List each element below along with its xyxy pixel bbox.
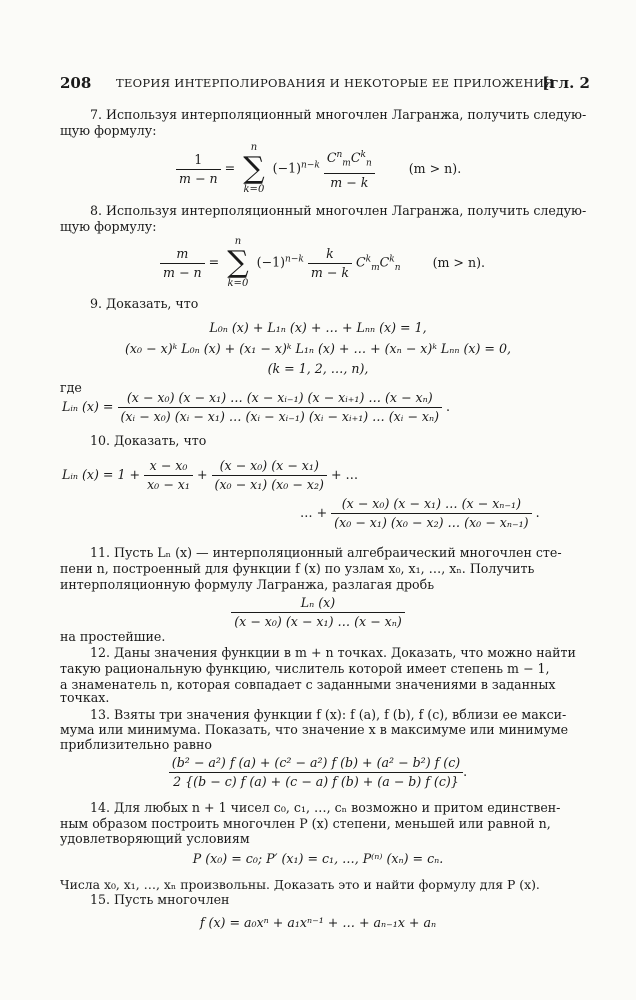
p10-line1: 10. Доказать, что [90, 433, 207, 448]
p10-continuation: + … [330, 467, 359, 482]
p10-lead: … + [300, 505, 328, 520]
p9-lagrange-basis: Lᵢₙ (x) = $\frac{\text{(x − x₀) (x − x₁) … (x − xᵢ₋₁) (x − xᵢ₊₁) … (x − xₙ)}}{\text{(xᵢ − x₀) (xᵢ − x₁) … (xᵢ − xᵢ₋₁) (xᵢ − xᵢ₊₁) … (xᵢ − xₙ)}}$ . [62, 390, 451, 424]
p14-line1: 14. Для любых n + 1 чисел c₀, c₁, …, cₙ возможно и притом единствен- [90, 800, 561, 815]
p10-fraction1: $\frac{\text{x − x₀}}{\text{x₀ − x₁}}$ [144, 458, 193, 493]
p10-fraction2: $\frac{\text{(x − x₀) (x − x₁)}}{\text{(x₀ − x₁) (x₀ − x₂)}}$ [212, 458, 327, 493]
p11-line1: 11. Пусть Lₙ (x) — интерполяционный алгебраический многочлен сте- [90, 545, 562, 560]
p7-sum-sign: n ∑ k=0 [243, 142, 265, 195]
p12-line1: 12. Даны значения функции в m + n точках. Доказать, что можно найти [90, 645, 576, 660]
p13-fraction: $\frac{\text{(b² − a²) f (a) + (c² − a²) f (b) + (a² − b²) f (c)}}{2 \{(b - c) f (a) + (c - a) f (b) + (a - b) f (c)\}}$ [169, 755, 463, 790]
p15-eq: f (x) = a₀xⁿ + a₁xⁿ⁻¹ + … + aₙ₋₁x + aₙ [199, 915, 437, 930]
p13-line2: мума или минимума. Показать, что значение x в максимуме или минимуме [60, 722, 569, 737]
p10-lhs: Lᵢₙ (x) = 1 + [62, 467, 141, 482]
p11-line2: пени n, построенный для функции f (x) по узлам x₀, x₁, …, xₙ. Получить [60, 561, 535, 576]
p14-line4: Числа x₀, x₁, …, xₙ произвольны. Доказать это и найти формулу для P (x). [60, 877, 540, 892]
p13-line1: 13. Взяты три значения функции f (x): f (a), f (b), f (c), вблизи ее макси- [90, 707, 567, 722]
p14-line3: удовлетворяющий условиям [60, 831, 250, 846]
p11-line3: интерполяционную формулу Лагранжа, разлагая дробь [60, 577, 435, 592]
p8-sum-sign: n ∑ k=0 [227, 236, 249, 289]
page-number: 208 [60, 74, 92, 92]
p9-where: где [60, 380, 82, 395]
p9-numerator: (x − x₀) (x − x₁) … (x − xᵢ₋₁) (x − xᵢ₊₁) … (x − xₙ) [118, 390, 442, 408]
p7-lhs-fraction: $\frac{1}{m - n}$ [176, 152, 221, 187]
p12-line3: а знаменатель n, которая совпадает с заданными значениями в заданных [60, 677, 556, 692]
running-header [60, 74, 590, 92]
p14-eq: P (x₀) = c₀; P′ (x₁) = c₁, …, P⁽ⁿ⁾ (xₙ) = cₙ. [192, 851, 444, 866]
chapter-ref: [гл. 2 [542, 74, 590, 92]
p7-line2: щую формулу: [60, 123, 157, 138]
p13-line3: приблизительно равно [60, 737, 212, 752]
p9-lhs: Lᵢₙ (x) = [62, 399, 114, 414]
p8-line1: 8. Используя интерполяционный многочлен Лагранжа, получить следую- [90, 203, 587, 218]
p9-fraction [118, 390, 442, 425]
p7-line1: 7. Используя интерполяционный многочлен Лагранжа, получить следую- [90, 107, 587, 122]
p12-line2: такую рациональную функцию, числитель которой имеет степень m − 1, [60, 661, 550, 676]
p8-condition: (m > n). [432, 254, 486, 270]
p11-fraction-row [0, 595, 636, 630]
p11-fraction: $\frac{\text{Lₙ (x)}}{\text{(x − x₀) (x − x₁) … (x − xₙ)}}$ [231, 595, 405, 630]
p8-rhs-fraction: $\frac{k}{m - k}$ [308, 246, 352, 281]
p7-formula: $\frac{1}{m - n}$ = n ∑ k=0 $(-1)^{n-k}$ $C^n_mC^k_n$ m − k (m > n). [176, 142, 461, 196]
p13-fraction-row: $\frac{\text{(b² − a²) f (a) + (c² − a²) f (b) + (a² − b²) f (c)}}{2 \{(b - c) f (a) + (c - a) f (b) + (a - b) f (c)\}}$ . [0, 755, 636, 790]
p14-line2: ным образом построить многочлен P (x) степени, меньшей или равной n, [60, 816, 551, 831]
p8-formula: $\frac{m}{m - n}$ = n ∑ k=0 $(-1)^{n-k}$ $\frac{k}{m - k}$ $C^k_mC^k_n$ (m > n). [160, 236, 485, 290]
p9-denominator: (xᵢ − x₀) (xᵢ − x₁) … (xᵢ − xᵢ₋₁) (xᵢ − xᵢ₊₁) … (xᵢ − xₙ) [120, 409, 439, 424]
p7-condition: (m > n). [408, 160, 462, 176]
p8-line2: щую формулу: [60, 219, 157, 234]
p15-line1: 15. Пусть многочлен [90, 892, 230, 907]
p12-line4: точках. [60, 690, 110, 705]
p7-rhs-fraction: $C^n_mC^k_n$ m − k [324, 147, 375, 191]
p10-formula-row2: … + $\frac{\text{(x − x₀) (x − x₁) … (x − xₙ₋₁)}}{\text{(x₀ − x₁) (x₀ − x₂) … (x₀ − xₙ₋₁)}}$ . [300, 496, 540, 530]
p9-eq3: (k = 1, 2, …, n), [267, 361, 369, 376]
p9-eq1: L₀ₙ (x) + L₁ₙ (x) + … + Lₙₙ (x) = 1, [209, 320, 427, 335]
p9-line1: 9. Доказать, что [90, 296, 199, 311]
p9-eq2: (x₀ − x)ᵏ L₀ₙ (x) + (x₁ − x)ᵏ L₁ₙ (x) + … + (xₙ − x)ᵏ Lₙₙ (x) = 0, [124, 341, 511, 356]
p8-lhs-fraction: $\frac{m}{m - n}$ [160, 246, 205, 281]
p11-line4: на простейшие. [60, 629, 166, 644]
p10-formula-row1: Lᵢₙ (x) = 1 + $\frac{\text{x − x₀}}{\text{x₀ − x₁}}$ + $\frac{\text{(x − x₀) (x − x₁)}}{\text{(x₀ − x₁) (x₀ − x₂)}}$ + … [62, 458, 359, 492]
running-title: ТЕОРИЯ ИНТЕРПОЛИРОВАНИЯ И НЕКОТОРЫЕ ЕЕ ПРИЛОЖЕНИЯ [116, 76, 554, 90]
p10-fraction3: $\frac{\text{(x − x₀) (x − x₁) … (x − xₙ₋₁)}}{\text{(x₀ − x₁) (x₀ − x₂) … (x₀ − xₙ₋₁)}}$ [331, 496, 531, 531]
